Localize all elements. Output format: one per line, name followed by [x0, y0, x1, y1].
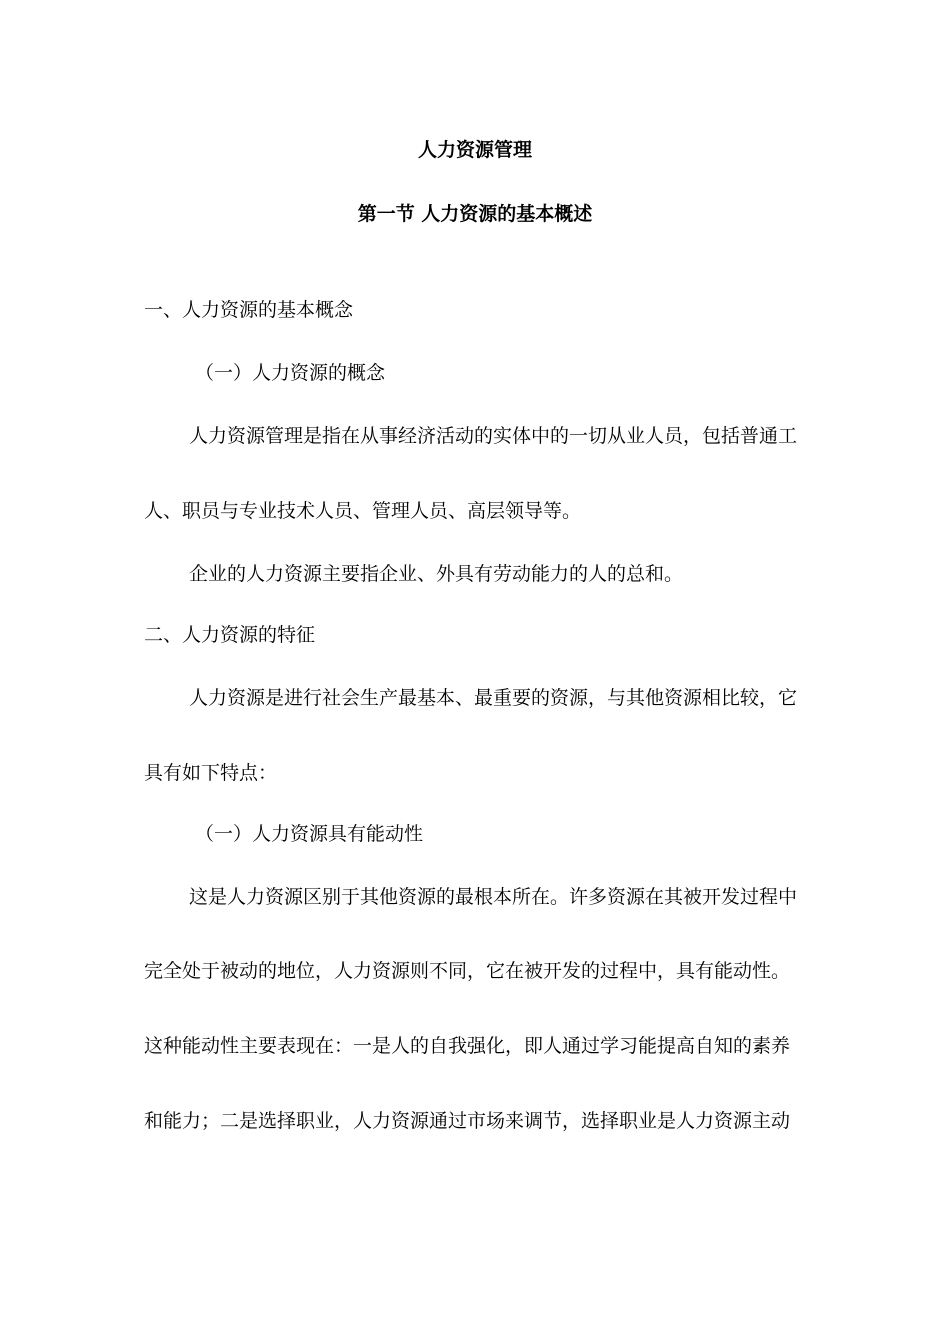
section-title: 第一节 人力资源的基本概述	[357, 203, 593, 225]
paragraph-line: 和能力；二是选择职业，人力资源通过市场来调节，选择职业是人力资源主动	[144, 1110, 791, 1132]
subheading-initiative: （一）人力资源具有能动性	[195, 823, 424, 845]
paragraph-line: 具有如下特点：	[144, 762, 278, 784]
subheading-concept: （一）人力资源的概念	[195, 362, 386, 384]
paragraph-line: 人力资源管理是指在从事经济活动的实体中的一切从业人员，包括普通工	[189, 425, 798, 447]
heading-basic-concept: 一、人力资源的基本概念	[144, 299, 354, 321]
paragraph-line: 企业的人力资源主要指企业、外具有劳动能力的人的总和。	[189, 563, 684, 585]
heading-characteristics: 二、人力资源的特征	[144, 624, 316, 646]
paragraph-line: 人、职员与专业技术人员、管理人员、高层领导等。	[144, 500, 582, 522]
paragraph-line: 完全处于被动的地位，人力资源则不同，它在被开发的过程中，具有能动性。	[144, 960, 791, 982]
paragraph-line: 人力资源是进行社会生产最基本、最重要的资源，与其他资源相比较，它	[189, 687, 798, 709]
paragraph-line: 这是人力资源区别于其他资源的最根本所在。许多资源在其被开发过程中	[189, 886, 798, 908]
paragraph-line: 这种能动性主要表现在：一是人的自我强化，即人通过学习能提高自知的素养	[144, 1035, 791, 1057]
document-title: 人力资源管理	[417, 139, 532, 161]
